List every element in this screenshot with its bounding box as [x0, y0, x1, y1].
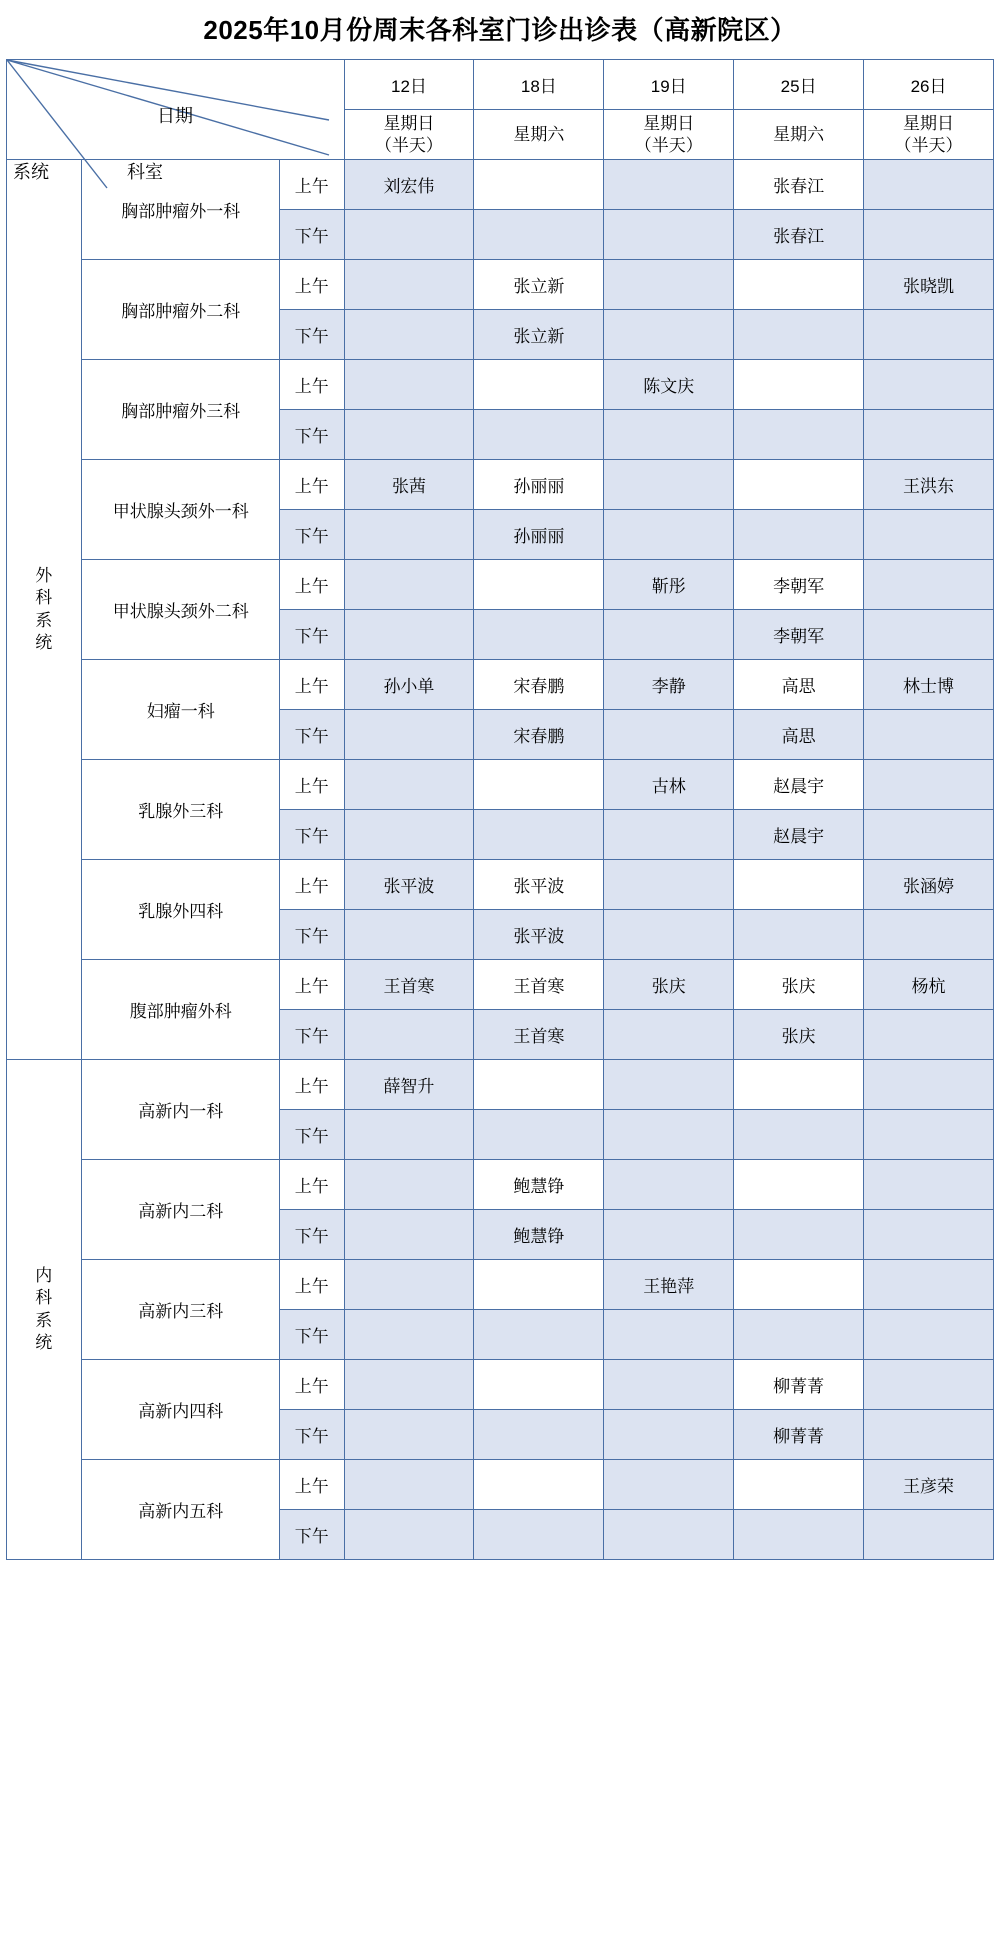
half-day-label-am: 上午 [280, 460, 344, 510]
doctor-cell: 王首寒 [344, 960, 474, 1010]
doctor-cell [344, 360, 474, 410]
doctor-cell [604, 1410, 734, 1460]
doctor-cell [734, 260, 864, 310]
doctor-cell [344, 310, 474, 360]
doctor-cell [604, 510, 734, 560]
doctor-cell: 孙小单 [344, 660, 474, 710]
doctor-cell: 李朝军 [734, 560, 864, 610]
weekday-line: 星期日 [903, 114, 955, 134]
doctor-cell [344, 1160, 474, 1210]
half-day-label-am: 上午 [280, 1060, 344, 1110]
corner-system-label: 系统 [13, 162, 49, 182]
doctor-cell [604, 1210, 734, 1260]
table-row [7, 860, 994, 910]
doctor-cell [344, 1510, 474, 1560]
doctor-cell [344, 760, 474, 810]
doctor-cell: 王首寒 [474, 1010, 604, 1060]
column-header-day: 18日 [474, 60, 604, 110]
department-name-cell: 甲状腺头颈外一科 [82, 460, 280, 560]
doctor-cell: 赵晨宇 [734, 760, 864, 810]
department-name-cell: 妇瘤一科 [82, 660, 280, 760]
doctor-cell [864, 510, 994, 560]
doctor-cell [474, 1260, 604, 1310]
weekday-line: （半天） [374, 135, 443, 155]
weekday-line: （半天） [634, 135, 703, 155]
system-name-char: 系 [35, 610, 54, 630]
page-title: 2025年10月份周末各科室门诊出诊表（高新院区） [203, 15, 797, 45]
half-day-label-pm: 下午 [280, 1410, 344, 1460]
table-row [7, 1460, 994, 1510]
doctor-cell: 王洪东 [864, 460, 994, 510]
doctor-cell [474, 160, 604, 210]
doctor-cell [864, 760, 994, 810]
column-header-weekday [344, 110, 474, 160]
doctor-cell: 鲍慧铮 [474, 1160, 604, 1210]
doctor-cell: 张平波 [474, 860, 604, 910]
half-day-label-am: 上午 [280, 1360, 344, 1410]
department-name-cell: 胸部肿瘤外一科 [82, 160, 280, 260]
doctor-cell: 鲍慧铮 [474, 1210, 604, 1260]
doctor-cell [864, 410, 994, 460]
doctor-cell [734, 510, 864, 560]
half-day-label-pm: 下午 [280, 210, 344, 260]
half-day-label-pm: 下午 [280, 1310, 344, 1360]
doctor-cell [864, 810, 994, 860]
column-header-weekday [474, 110, 604, 160]
doctor-cell [734, 860, 864, 910]
half-day-label-pm: 下午 [280, 510, 344, 560]
doctor-cell [734, 1110, 864, 1160]
half-day-label-pm: 下午 [280, 1510, 344, 1560]
half-day-label-am: 上午 [280, 1160, 344, 1210]
doctor-cell [474, 810, 604, 860]
doctor-cell [344, 1110, 474, 1160]
doctor-cell [474, 610, 604, 660]
doctor-cell: 张春江 [734, 160, 864, 210]
doctor-cell [604, 310, 734, 360]
column-header-weekday [864, 110, 994, 160]
doctor-cell [734, 1460, 864, 1510]
doctor-cell: 刘宏伟 [344, 160, 474, 210]
doctor-cell [734, 310, 864, 360]
doctor-cell [474, 1460, 604, 1510]
doctor-cell: 杨杭 [864, 960, 994, 1010]
doctor-cell [604, 1160, 734, 1210]
doctor-cell: 薛智升 [344, 1060, 474, 1110]
half-day-label-pm: 下午 [280, 710, 344, 760]
corner-dept-label: 科室 [127, 162, 163, 182]
doctor-cell [864, 1310, 994, 1360]
doctor-cell [344, 710, 474, 760]
doctor-cell [864, 1510, 994, 1560]
doctor-cell [864, 1360, 994, 1410]
doctor-cell [344, 1260, 474, 1310]
doctor-cell: 李静 [604, 660, 734, 710]
doctor-cell [864, 310, 994, 360]
doctor-cell [864, 1210, 994, 1260]
doctor-cell [734, 1060, 864, 1110]
column-header-day: 25日 [734, 60, 864, 110]
doctor-cell [864, 610, 994, 660]
half-day-label-pm: 下午 [280, 810, 344, 860]
system-name-char: 系 [35, 1310, 54, 1330]
doctor-cell [344, 260, 474, 310]
column-header-day: 12日 [344, 60, 474, 110]
doctor-cell [344, 1460, 474, 1510]
doctor-cell [344, 610, 474, 660]
doctor-cell: 王艳萍 [604, 1260, 734, 1310]
system-name-char: 内 [35, 1266, 54, 1286]
system-name-char: 统 [35, 632, 54, 652]
table-row [7, 1360, 994, 1410]
doctor-cell: 靳彤 [604, 560, 734, 610]
doctor-cell: 宋春鹏 [474, 660, 604, 710]
weekday-line: 星期日 [383, 114, 435, 134]
doctor-cell [604, 910, 734, 960]
doctor-cell [344, 560, 474, 610]
doctor-cell [864, 1010, 994, 1060]
doctor-cell [604, 1010, 734, 1060]
doctor-cell: 张立新 [474, 310, 604, 360]
half-day-label-am: 上午 [280, 1460, 344, 1510]
doctor-cell [344, 1310, 474, 1360]
doctor-cell [344, 1360, 474, 1410]
doctor-cell [604, 460, 734, 510]
system-name-cell [7, 160, 82, 1060]
department-name-cell: 胸部肿瘤外二科 [82, 260, 280, 360]
doctor-cell [344, 1010, 474, 1060]
doctor-cell: 柳菁菁 [734, 1410, 864, 1460]
doctor-cell: 高思 [734, 710, 864, 760]
doctor-cell [864, 160, 994, 210]
doctor-cell [344, 810, 474, 860]
doctor-cell [864, 1110, 994, 1160]
doctor-cell [474, 760, 604, 810]
weekday-line: （半天） [894, 135, 963, 155]
half-day-label-pm: 下午 [280, 910, 344, 960]
department-name-cell: 胸部肿瘤外三科 [82, 360, 280, 460]
department-name-cell: 乳腺外四科 [82, 860, 280, 960]
department-name-cell: 高新内一科 [82, 1060, 280, 1160]
weekday-line: 星期六 [773, 124, 825, 144]
doctor-cell: 李朝军 [734, 610, 864, 660]
doctor-cell [474, 1110, 604, 1160]
doctor-cell [864, 1410, 994, 1460]
doctor-cell [864, 1160, 994, 1210]
corner-date-label: 日期 [157, 106, 193, 126]
half-day-label-pm: 下午 [280, 410, 344, 460]
doctor-cell [604, 810, 734, 860]
doctor-cell [864, 360, 994, 410]
half-day-label-am: 上午 [280, 260, 344, 310]
doctor-cell [474, 410, 604, 460]
column-header-weekday [604, 110, 734, 160]
doctor-cell [474, 1510, 604, 1560]
column-header-day: 26日 [864, 60, 994, 110]
weekday-line: 星期六 [513, 124, 565, 144]
half-day-label-pm: 下午 [280, 610, 344, 660]
system-name-char: 统 [35, 1332, 54, 1352]
doctor-cell [734, 360, 864, 410]
doctor-cell [864, 210, 994, 260]
department-name-cell: 高新内五科 [82, 1460, 280, 1560]
doctor-cell [734, 1210, 864, 1260]
doctor-cell: 张平波 [344, 860, 474, 910]
table-row [7, 960, 994, 1010]
doctor-cell [474, 560, 604, 610]
half-day-label-pm: 下午 [280, 310, 344, 360]
doctor-cell: 张庆 [734, 960, 864, 1010]
table-row [7, 260, 994, 310]
doctor-cell: 王彦荣 [864, 1460, 994, 1510]
doctor-cell [734, 410, 864, 460]
doctor-cell [344, 410, 474, 460]
doctor-cell [604, 1510, 734, 1560]
doctor-cell [604, 210, 734, 260]
half-day-label-am: 上午 [280, 660, 344, 710]
half-day-label-am: 上午 [280, 160, 344, 210]
table-row [7, 360, 994, 410]
department-name-cell: 高新内二科 [82, 1160, 280, 1260]
doctor-cell [474, 1310, 604, 1360]
table-row [7, 460, 994, 510]
doctor-cell [864, 910, 994, 960]
doctor-cell: 张晓凯 [864, 260, 994, 310]
table-row [7, 1160, 994, 1210]
doctor-cell: 张春江 [734, 210, 864, 260]
doctor-cell: 张庆 [734, 1010, 864, 1060]
doctor-cell [344, 910, 474, 960]
half-day-label-pm: 下午 [280, 1110, 344, 1160]
doctor-cell [474, 360, 604, 410]
doctor-cell [604, 710, 734, 760]
doctor-cell: 张茜 [344, 460, 474, 510]
doctor-cell [344, 1410, 474, 1460]
half-day-label-am: 上午 [280, 1260, 344, 1310]
doctor-cell [864, 1260, 994, 1310]
doctor-cell [604, 610, 734, 660]
table-row [7, 1060, 994, 1110]
doctor-cell [864, 1060, 994, 1110]
doctor-cell [734, 1160, 864, 1210]
half-day-label-am: 上午 [280, 560, 344, 610]
doctor-cell [344, 510, 474, 560]
doctor-cell [604, 1110, 734, 1160]
half-day-label-am: 上午 [280, 360, 344, 410]
system-name-char: 科 [35, 588, 54, 608]
doctor-cell [604, 860, 734, 910]
doctor-cell [604, 160, 734, 210]
department-name-cell: 高新内四科 [82, 1360, 280, 1460]
doctor-cell [734, 1510, 864, 1560]
weekday-line: 星期日 [643, 114, 695, 134]
doctor-cell [604, 1460, 734, 1510]
department-name-cell: 高新内三科 [82, 1260, 280, 1360]
doctor-cell [474, 210, 604, 260]
table-corner-header [7, 60, 345, 182]
doctor-cell [604, 1310, 734, 1360]
doctor-cell: 张涵婷 [864, 860, 994, 910]
department-name-cell: 乳腺外三科 [82, 760, 280, 860]
doctor-cell: 宋春鹏 [474, 710, 604, 760]
table-row [7, 1260, 994, 1310]
doctor-cell [734, 910, 864, 960]
doctor-cell [604, 1060, 734, 1110]
half-day-label-am: 上午 [280, 960, 344, 1010]
doctor-cell: 古林 [604, 760, 734, 810]
doctor-cell: 陈文庆 [604, 360, 734, 410]
doctor-cell: 张平波 [474, 910, 604, 960]
doctor-cell: 高思 [734, 660, 864, 710]
doctor-cell: 柳菁菁 [734, 1360, 864, 1410]
table-row [7, 760, 994, 810]
doctor-cell: 赵晨宇 [734, 810, 864, 860]
doctor-cell [344, 1210, 474, 1260]
doctor-cell: 林士博 [864, 660, 994, 710]
schedule-table [6, 59, 994, 1560]
table-row [7, 660, 994, 710]
half-day-label-pm: 下午 [280, 1210, 344, 1260]
doctor-cell: 张立新 [474, 260, 604, 310]
doctor-cell [474, 1410, 604, 1460]
system-name-char: 外 [35, 566, 54, 586]
doctor-cell [604, 410, 734, 460]
doctor-cell [604, 1360, 734, 1410]
doctor-cell [734, 1260, 864, 1310]
doctor-cell [474, 1060, 604, 1110]
half-day-label-am: 上午 [280, 760, 344, 810]
doctor-cell [864, 710, 994, 760]
half-day-label-am: 上午 [280, 860, 344, 910]
doctor-cell: 孙丽丽 [474, 510, 604, 560]
column-header-weekday [734, 110, 864, 160]
doctor-cell: 王首寒 [474, 960, 604, 1010]
half-day-label-pm: 下午 [280, 1010, 344, 1060]
system-name-cell [7, 1060, 82, 1560]
department-name-cell: 腹部肿瘤外科 [82, 960, 280, 1060]
doctor-cell: 张庆 [604, 960, 734, 1010]
table-row [7, 560, 994, 610]
department-name-cell: 甲状腺头颈外二科 [82, 560, 280, 660]
doctor-cell [474, 1360, 604, 1410]
column-header-day: 19日 [604, 60, 734, 110]
system-name-char: 科 [35, 1288, 54, 1308]
doctor-cell [344, 210, 474, 260]
doctor-cell [864, 560, 994, 610]
doctor-cell [734, 460, 864, 510]
doctor-cell: 孙丽丽 [474, 460, 604, 510]
doctor-cell [734, 1310, 864, 1360]
doctor-cell [604, 260, 734, 310]
